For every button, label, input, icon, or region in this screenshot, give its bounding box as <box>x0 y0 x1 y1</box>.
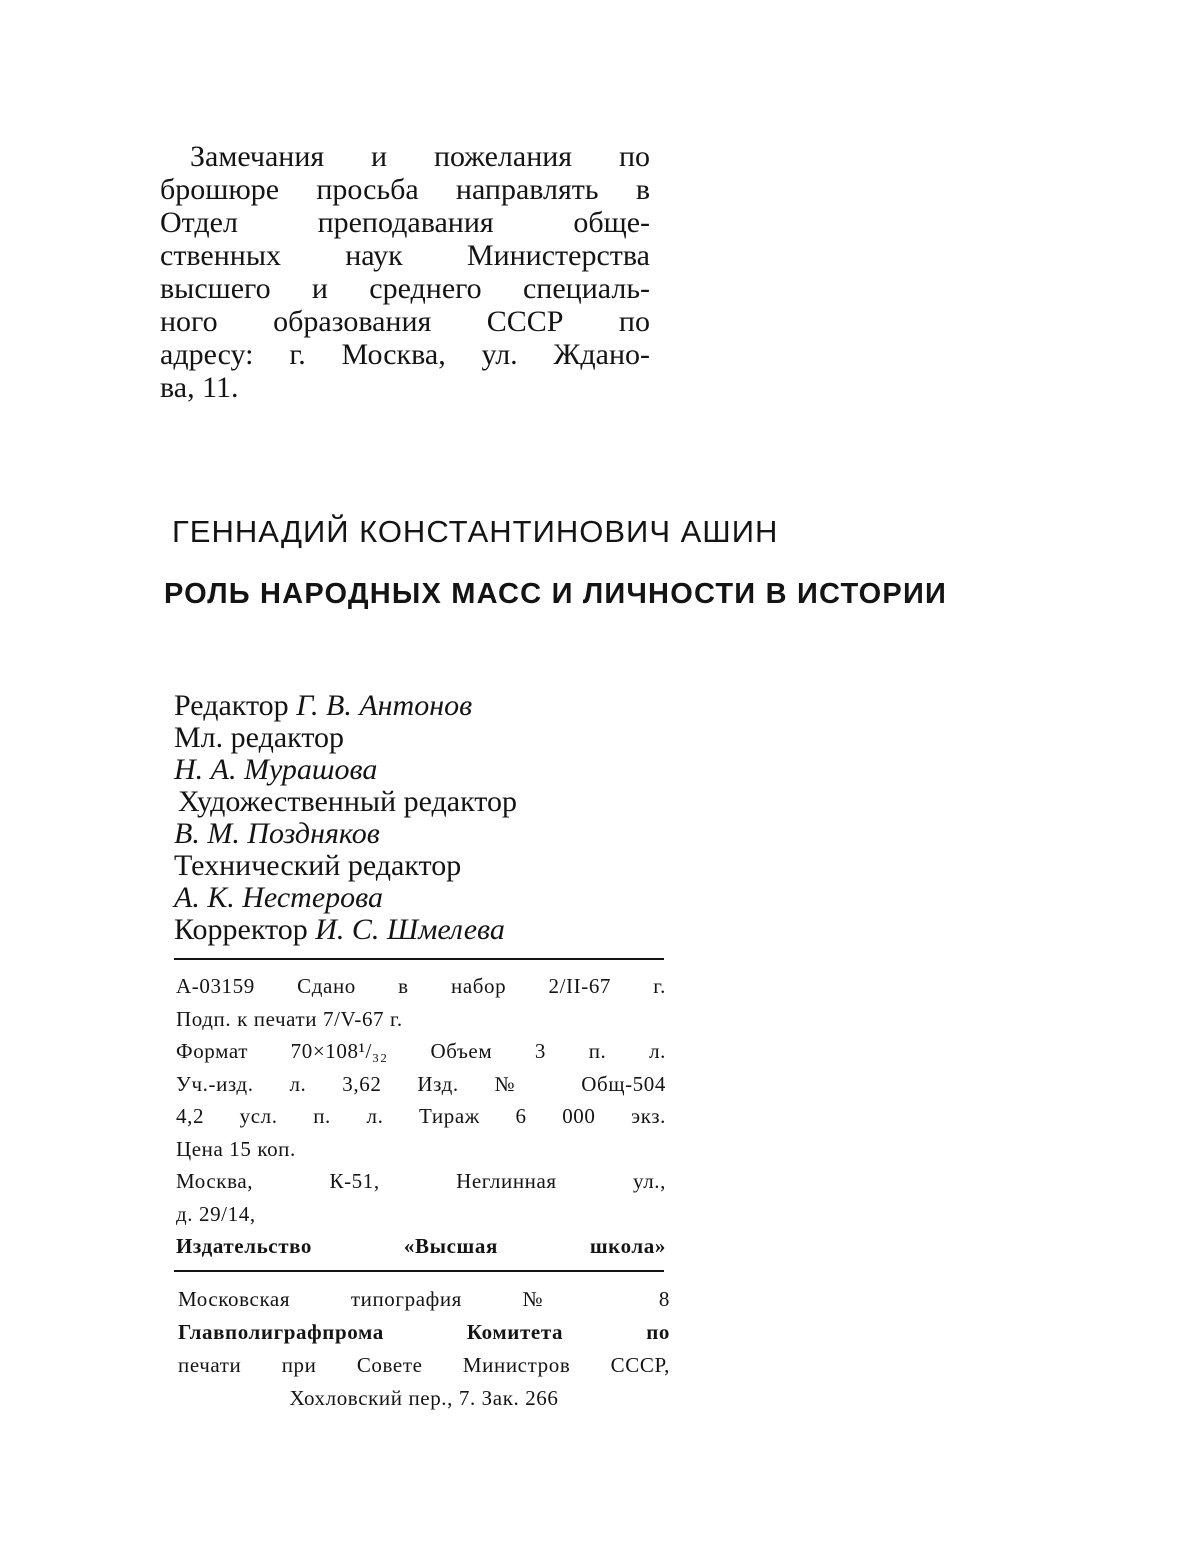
proofreader-row <box>174 914 517 946</box>
editor-name: Г. В. Антонов <box>296 689 473 722</box>
editor-label: Редактор <box>174 689 297 722</box>
imprint-line: Москва, К-51, Неглинная ул., <box>176 1169 666 1193</box>
printer-line: Хохловский пер., 7. Зак. 266 <box>289 1386 559 1410</box>
imprint-line: А-03159 Сдано в набор 2/II-67 г. <box>176 974 666 998</box>
junior-editor-name: Н. А. Мурашова <box>174 753 378 786</box>
note-line: Замечания и пожелания по <box>190 140 650 173</box>
note-line: брошюре просьба направлять в <box>160 173 650 206</box>
printer-line: печати при Совете Министров СССР, <box>178 1353 670 1377</box>
note-line: ственных наук Министерства <box>160 239 650 272</box>
note-line: ва, 11. <box>160 371 239 404</box>
author-name: ГЕННАДИЙ КОНСТАНТИНОВИЧ АШИН <box>172 514 779 549</box>
art-editor-name: В. М. Поздняков <box>174 817 380 850</box>
publisher-line: Издательство «Высшая школа» <box>176 1234 666 1258</box>
proofreader-name: И. С. Шмелева <box>315 913 505 946</box>
tech-editor-name: А. К. Нестерова <box>174 881 383 914</box>
printer-line: Московская типография № 8 <box>178 1287 670 1311</box>
note-line: адресу: г. Москва, ул. Ждано- <box>160 338 650 371</box>
imprint-line: д. 29/14, <box>176 1201 256 1226</box>
imprint-line: Уч.-изд. л. 3,62 Изд. № Общ-504 <box>176 1071 666 1096</box>
proofreader-label: Корректор <box>174 913 316 946</box>
note-line: Отдел преподавания обще- <box>160 206 650 239</box>
imprint-line: Формат 70×108¹/₃₂ Объем 3 п. л. <box>176 1039 666 1063</box>
feedback-note <box>160 140 650 404</box>
printer-line: Главполиграфпрома Комитета по <box>178 1320 670 1344</box>
art-editor-label: Художественный редактор <box>178 785 517 818</box>
credits-block <box>174 690 517 946</box>
imprint-line: Цена 15 коп. <box>176 1136 296 1161</box>
tech-editor-label: Технический редактор <box>174 849 462 882</box>
imprint-line: 4,2 усл. п. л. Тираж 6 000 экз. <box>176 1104 666 1128</box>
printer-block <box>178 1283 670 1415</box>
note-line: высшего и среднего специаль- <box>160 272 650 305</box>
divider <box>174 1270 664 1272</box>
book-title: РОЛЬ НАРОДНЫХ МАСС И ЛИЧНОСТИ В ИСТОРИИ <box>164 578 948 610</box>
imprint-block <box>176 970 666 1263</box>
divider <box>174 958 664 960</box>
editor-row <box>174 690 517 722</box>
note-line: ного образования СССР по <box>160 305 650 338</box>
junior-editor-label: Мл. редактор <box>174 721 345 754</box>
imprint-line: Подп. к печати 7/V-67 г. <box>176 1006 403 1031</box>
